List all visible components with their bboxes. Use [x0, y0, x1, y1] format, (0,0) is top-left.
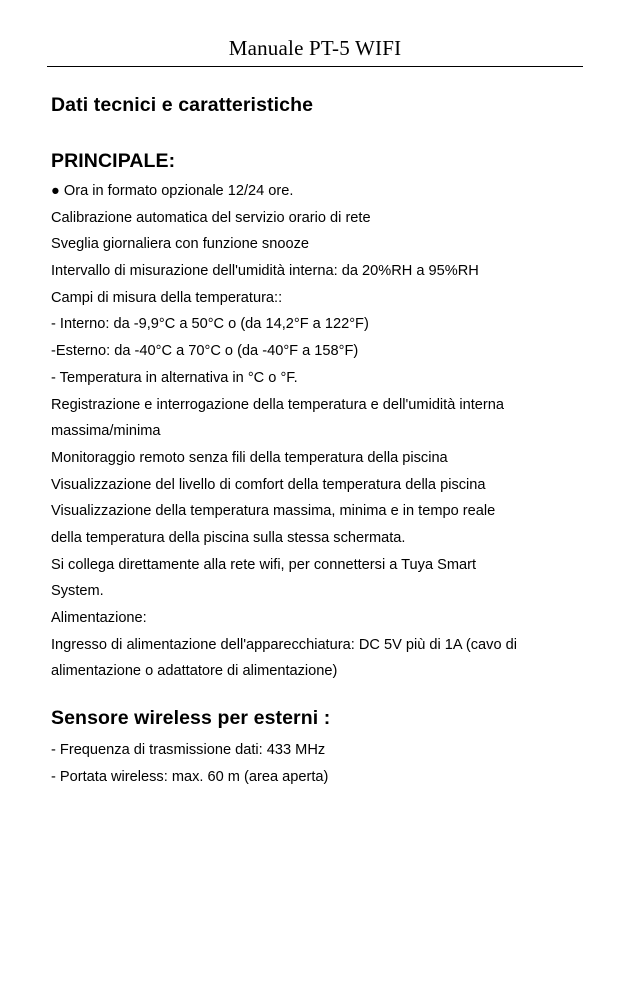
principale-line: -Esterno: da -40°C a 70°C o (da -40°F a 158°F) — [51, 343, 359, 360]
principale-line: Visualizzazione della temperatura massima, minima e in tempo reale — [51, 503, 496, 520]
principale-line: Sveglia giornaliera con funzione snooze — [51, 236, 309, 253]
sensor-list — [51, 737, 328, 790]
principale-line: alimentazione o adattatore di alimentazione) — [51, 663, 338, 680]
principale-line: ● Ora in formato opzionale 12/24 ore. — [51, 183, 294, 199]
principale-line: Visualizzazione del livello di comfort della temperatura della piscina — [51, 476, 486, 493]
principale-line: - Temperatura in alternativa in °C o °F. — [51, 369, 298, 386]
page-header: Manuale PT-5 WIFI — [228, 36, 402, 60]
principale-line: Si collega direttamente alla rete wifi, per connettersi a Tuya Smart — [51, 556, 477, 573]
principale-line: Monitoraggio remoto senza fili della temperatura della piscina — [51, 449, 448, 466]
principale-line: massima/minima — [51, 423, 161, 440]
principale-line: Registrazione e interrogazione della temperatura e dell'umidità interna — [51, 396, 505, 413]
principale-heading: PRINCIPALE: — [51, 150, 176, 172]
principale-line: System. — [51, 583, 104, 600]
sensor-line: - Frequenza di trasmissione dati: 433 MHz — [51, 742, 326, 758]
header-divider — [47, 66, 583, 67]
principale-line: della temperatura della piscina sulla stessa schermata. — [51, 529, 406, 546]
principale-line: Calibrazione automatica del servizio orario di rete — [51, 209, 371, 226]
sensor-heading: Sensore wireless per esterni : — [51, 707, 331, 729]
principale-line: Alimentazione: — [51, 610, 147, 626]
sensor-line: - Portata wireless: max. 60 m (area aperta) — [51, 768, 329, 785]
principale-line: - Interno: da -9,9°C a 50°C o (da 14,2°F a 122°F) — [51, 316, 369, 333]
principale-line: Intervallo di misurazione dell'umidità interna: da 20%RH a 95%RH — [51, 263, 479, 280]
principale-line: Campi di misura della temperatura:: — [51, 289, 283, 306]
principale-line: Ingresso di alimentazione dell'apparecchiatura: DC 5V più di 1A (cavo di — [51, 636, 517, 653]
document-title: Dati tecnici e caratteristiche — [51, 94, 314, 116]
principale-list — [51, 178, 517, 685]
